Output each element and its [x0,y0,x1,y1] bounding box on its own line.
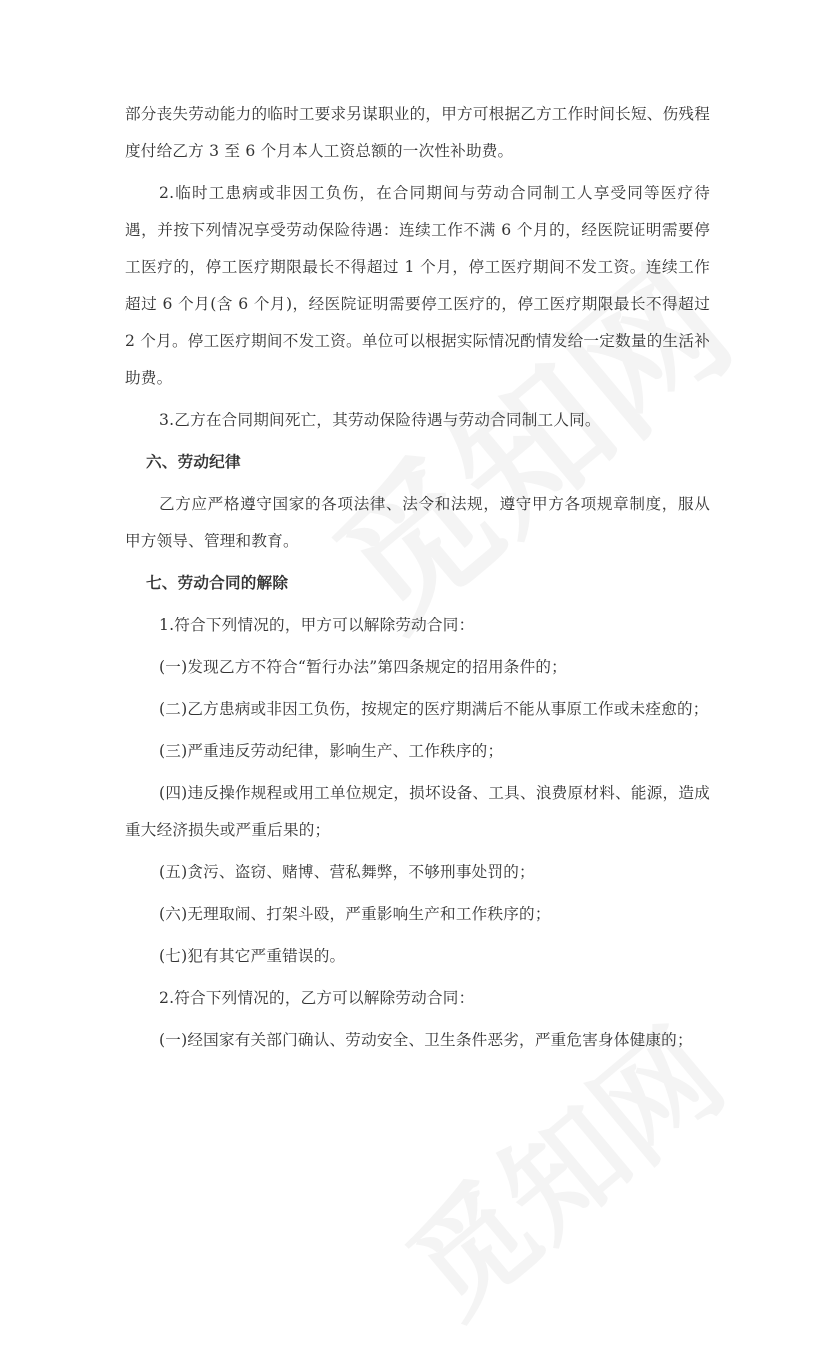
paragraph: 部分丧失劳动能力的临时工要求另谋职业的，甲方可根据乙方工作时间长短、伤残程度付给乙方 3 至 6 个月本人工资总额的一次性补助费。 [125,105,710,160]
list-item: (三)严重违反劳动纪律，影响生产、工作秩序的； [159,742,504,760]
list-item: (五)贪污、盗窃、赌博、营私舞弊，不够刑事处罚的； [159,863,535,881]
list-item: (六)无理取闹、打架斗殴，严重影响生产和工作秩序的； [159,905,551,923]
section-heading: 六、劳动纪律 [146,453,241,471]
document-body [125,96,710,1064]
list-item: (二)乙方患病或非因工负伤，按规定的医疗期满后不能从事原工作或未痊愈的； [159,700,709,718]
list-item: (一)发现乙方不符合“暂行办法”第四条规定的招用条件的； [159,658,567,676]
paragraph: 2.符合下列情况的，乙方可以解除劳动合同： [159,989,475,1007]
paragraph: 1.符合下列情况的，甲方可以解除劳动合同： [159,616,475,634]
list-item: (一)经国家有关部门确认、劳动安全、卫生条件恶劣，严重危害身体健康的； [159,1031,693,1049]
list-item: (四)违反操作规程或用工单位规定，损坏设备、工具、浪费原材料、能源，造成重大经济损失或严重后果的； [125,784,710,839]
list-item: (七)犯有其它严重错误的。 [159,947,346,965]
section-heading: 七、劳动合同的解除 [146,574,289,592]
paragraph: 3.乙方在合同期间死亡，其劳动保险待遇与劳动合同制工人同。 [159,411,601,429]
paragraph: 2.临时工患病或非因工负伤，在合同期间与劳动合同制工人享受同等医疗待遇，并按下列情况享受劳动保险待遇：连续工作不满 6 个月的，经医院证明需要停工医疗的，停工医疗期限最长不得超过 1 个月，停工医疗期间不发工资。连续工作超过 6 个月(含 6 个月)，经医院证明需要停工医疗的，停工医疗期限最长不得超过 2 个月。停工医疗期间不发工资。单位可以根据实际情况酌情发给一定数量的生活补助费。 [125,184,710,387]
paragraph: 乙方应严格遵守国家的各项法律、法令和法规，遵守甲方各项规章制度，服从甲方领导、管理和教育。 [125,495,710,550]
